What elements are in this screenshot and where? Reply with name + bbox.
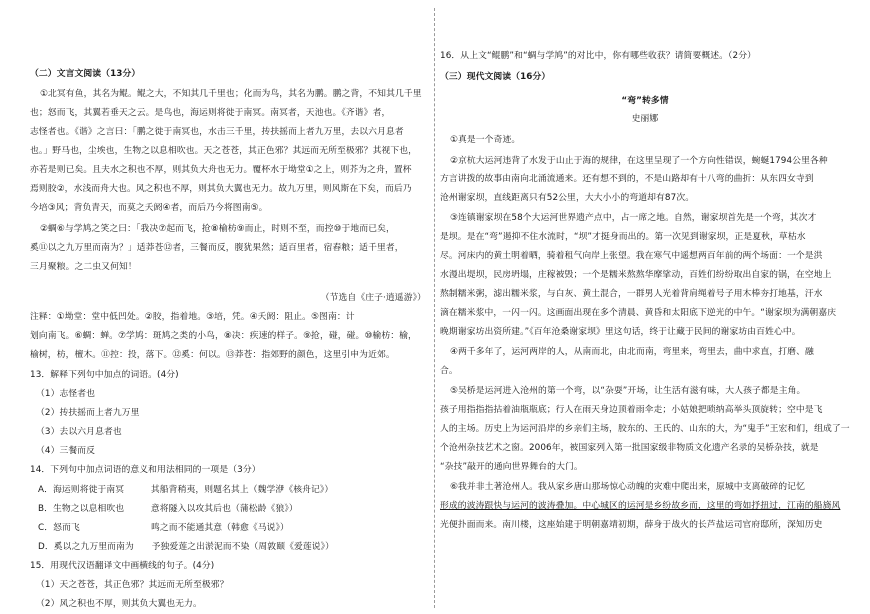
article-line: 尽。河床内的黄土明着晒，骑着租气向岸上张望。我在寒气中遥想两百年前的两个场面：一个是洪 [440, 251, 823, 261]
article-line: 合。 [440, 366, 458, 376]
article-line: ③连镇谢家坝在58个大运河世界遗产点中，占一席之地。自然，谢家坝首先是一个弯，其次才 [450, 213, 817, 223]
article-line: 水漫出堤坝，民房坍塌，庄稼被毁；一个是糯米熬熬华摩挲动，百姓们纷纷取出自家的锅，在空地上 [440, 270, 832, 280]
section-heading-modern: （三）现代文阅读（16分） [440, 72, 551, 82]
question-13-item: （4）三餐而反 [36, 446, 96, 456]
question-14-option-b: B．生物之以息相吹也 意将隧入以攻其后也（蒲松龄《狼》） [38, 504, 298, 514]
article-line-underlined: 形成的波涛跟快与运河的波涛叠加。中心城区的运河是乡纷故乡而，这里的弯如抒扭过，江南的船旖风 [440, 501, 841, 511]
article-line: ④两千多年了，运河两岸的人，从南而北，由北而南，弯里来，弯里去，曲中求直，打磨、融 [450, 347, 814, 357]
article-line: 方言讲拨的故事由南向北涌流通来。还有想不到的，不是山路却有十八弯的曲折：从东四女寺到 [440, 174, 814, 184]
question-14-option-d: D．奚以之九万里而南为 予独爱莲之出淤泥而不染（周敦颐《爱莲说》） [38, 542, 335, 552]
passage-line: 也；怒而飞，其翼若垂天之云。是鸟也，海运则将徙于南冥。南冥者，天池也。《齐谐》者， [30, 108, 391, 118]
right-column [440, 0, 850, 614]
article-line: 个沧州杂技艺术之窗。2006年，被国家列入第一批国家级非物质文化遗产名录的吴桥杂技，就是 [440, 443, 819, 453]
annotation-line: 划向南飞。⑥蜩：蝉。⑦学鸠：斑鸠之类的小鸟，⑧决：疾速的样子。⑨抢，碰，碰。⑩榆枋：榆， [30, 331, 417, 341]
passage-line: ②蜩⑥与学鸠之笑之曰：「我决⑦起而飞，抢⑧榆枋⑨而止，时则不至，而控⑩于地而已矣， [40, 224, 395, 234]
passage-line: 奚⑪以之九万里而南为？」适莽苍⑫者，三餐而反，腹犹果然；适百里者，宿舂粮；适千里者， [30, 243, 404, 253]
passage-line: 也。」野马也，尘埃也，生物之以息相吹也。天之苍苍，其正色邪？其远而无所至极邪？其视下也， [30, 146, 418, 156]
article-line: ①真是一个奇迹。 [450, 135, 521, 145]
passage-line: 今培③风；背负青天，而莫之夭阏④者，而后乃今将图南⑤。 [30, 203, 268, 213]
article-line: 滴在糯米浆中，一闪一闪。这画面出现在多个清晨、黄昏和太阳底下逆光的中午。“谢家坝为满朝嘉庆 [440, 308, 837, 318]
article-line: ⑥我并非土著沧州人。我从家乡唐山那场惊心动魄的灾难中爬出来，原城中支离破碎的记忆 [450, 482, 805, 492]
question-14-option-c: C．怒而飞 鸣之而不能通其意（韩愈《马说》） [38, 523, 289, 533]
annotation-line: 榆树，枋，檀木。⑪控：投，落下。⑫奚：何以。⑬莽苍：指郊野的颜色，这里引申为近郊。 [30, 350, 395, 360]
passage-line: 焉则胶②，水浅而舟大也。风之积也不厚，则其负大翼也无力。故九万里，则风斯在下矣，而后乃 [30, 184, 412, 194]
article-line: 人的主场。历史上为运河沿岸的乡亲们主场，胶东的、王氏的、山东的大，为“鬼手”王宏和们，组成了一 [440, 424, 850, 434]
article-line: “杂技”敲开的通向世界舞台的大门。 [440, 462, 583, 472]
question-13: 13．解释下列句中加点的词语。(4分) [30, 370, 179, 380]
question-13-item: （3）去以六月息者也 [36, 427, 122, 437]
question-13-item: （1）志怪者也 [36, 389, 96, 399]
question-16: 16．从上文“鲲鹏”和“蜩与学鸠”的对比中，你有哪些收获？请简要概述。（2分） [440, 51, 757, 61]
article-line: ②京杭大运河违背了水发于山止于海的规律，在这里呈现了一个方向性错误，蜿蜒1794公里各种 [450, 156, 828, 166]
question-15-item: （1）天之苍苍，其正色邪？其远而无所至极邪？ [36, 580, 229, 590]
article-line: 是坝。是在“弯”遏抑不住水流时，“坝”才挺身而出的。第一次见到谢家坝，正是夏秋，草枯水 [440, 232, 806, 242]
question-14: 14．下列句中加点词语的意义和用法相同的一项是（3分） [30, 465, 261, 475]
article-line: 孩子用指指指拈着油瓶瓶底；行人在雨天身边顶着雨伞走；小姑娘把唢纳高举头顶旋转；空中是飞 [440, 405, 823, 415]
passage-line: 三月聚粮。之二虫又何知！ [30, 262, 137, 272]
left-column [30, 0, 430, 614]
article-line: 沧州谢家坝，直线距离只有52公里，大大小小的弯道却有87次。 [440, 193, 695, 203]
article-author: 史丽娜 [631, 114, 659, 124]
question-13-item: （2）抟扶摇而上者九万里 [36, 408, 140, 418]
passage-line: ①北冥有鱼，其名为鲲。鲲之大，不知其几千里也；化而为鸟，其名为鹏。鹏之背，不知其几千里 [40, 89, 422, 99]
question-15-item: （2）风之积也不厚，则其负大翼也无力。 [36, 599, 202, 609]
passage-line: 志怪者也。《谐》之言曰：「鹏之徙于南冥也，水击三千里，抟扶摇而上者九万里，去以六月息者 [30, 127, 404, 137]
passage-source: （节选自《庄子·逍遥游》） [320, 293, 426, 303]
article-line: 光便扑面而来。南川楼，这座始建于明朝嘉靖初期，薛身于战火的长芦盐运司官府邸所，深知历史 [440, 520, 823, 530]
article-line: 熬制糯米粥，滤出糯米浆，与白灰、黄土混合，一群男人光着背肩绳着号子用木棒夯打地基，汗水 [440, 289, 823, 299]
question-14-option-a: A．海运则将徙于南冥 其船背稍夷，则题名其上（魏学洢《核舟记》） [38, 485, 334, 495]
article-line: ⑤吴桥是运河进入沧州的第一个弯，以“杂耍”开场，让生活有滋有味，大人孩子都是主角。 [450, 386, 806, 396]
passage-line: 亦若是则已矣。且夫水之积也不厚，则其负大舟也无力。覆杯水于坳堂①之上，则芥为之舟，置杯 [30, 165, 412, 175]
annotation-line: 注释：①坳堂：堂中低凹处。②胶，指着地。③培，凭。④夭阏：阻止。⑤图南：计 [30, 312, 355, 322]
column-divider [434, 8, 435, 608]
article-line: 晚期谢家坊出资所建。”《百年沧桑谢家坝》里这句话，终于让藏于民间的谢家坊由百姓心中。 [440, 327, 801, 337]
article-title: “弯”转多情 [621, 96, 669, 106]
question-15: 15．用现代汉语翻译文中画横线的句子。(4分) [30, 561, 215, 571]
section-heading-classical: （二）文言文阅读（13分） [30, 69, 141, 79]
